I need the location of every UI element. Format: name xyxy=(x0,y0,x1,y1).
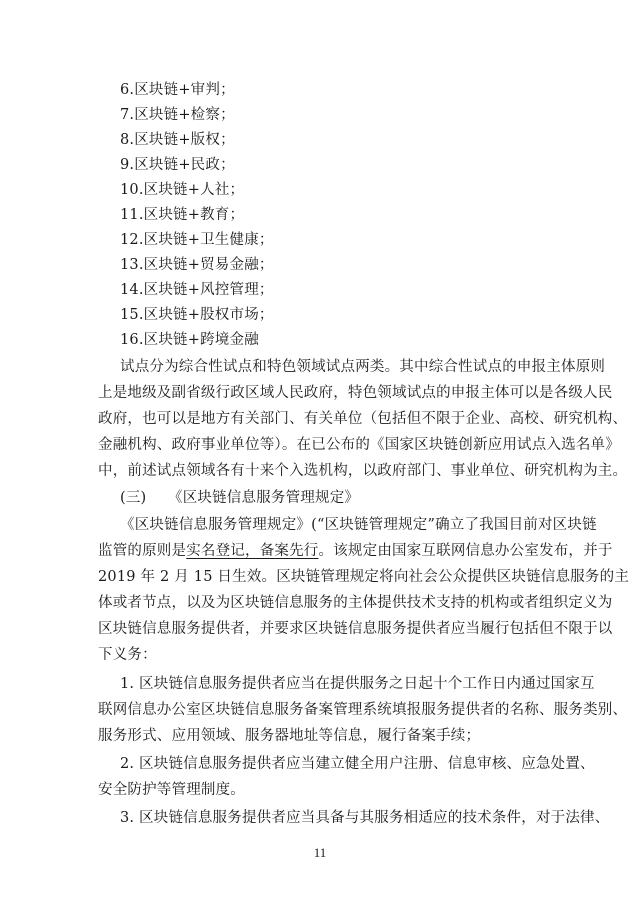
paragraph-line: 《区块链信息服务管理规定》(“区块链管理规定”确立了我国目前对区块链 xyxy=(120,517,597,533)
list-item: 7.区块链+检察； xyxy=(120,107,235,123)
obligation-line: 3. 区块链信息服务提供者应当具备与其服务相适应的技术条件，对于法律、 xyxy=(120,810,610,826)
list-item: 14.区块链+风控管理； xyxy=(120,282,274,298)
list-item: 16.区块链+跨境金融 xyxy=(120,332,259,348)
obligation-line: 安全防护等管理制度。 xyxy=(98,782,245,798)
paragraph-line: 中，前述试点领域各有十来个入选机构，以政府部门、事业单位、研究机构为主。 xyxy=(98,463,628,479)
list-item: 9.区块链+民政； xyxy=(120,157,235,173)
paragraph-line: 金融机构、政府事业单位等）。在已公布的《国家区块链创新应用试点入选名单》 xyxy=(98,437,620,453)
paragraph-line xyxy=(98,541,613,561)
paragraph-line: 区块链信息服务提供者，并要求区块链信息服务提供者应当履行包括但不限于以 xyxy=(98,621,613,637)
underlined-principle: 实名登记，备案先行 xyxy=(186,543,319,559)
section-title: 《区块链信息服务管理规定》 xyxy=(168,490,360,506)
list-item: 6.区块链+审判； xyxy=(120,82,235,98)
list-item: 13.区块链+贸易金融； xyxy=(120,257,274,273)
list-item: 11.区块链+教育； xyxy=(120,207,245,223)
obligation-line: 服务形式、应用领域、服务器地址等信息，履行备案手续； xyxy=(98,728,481,744)
list-item: 8.区块链+版权； xyxy=(120,132,235,148)
obligation-line: 1. 区块链信息服务提供者应当在提供服务之日起十个工作日内通过国家互 xyxy=(120,676,595,692)
list-item: 15.区块链+股权市场； xyxy=(120,307,274,323)
paragraph-line: 下义务： xyxy=(98,647,157,663)
obligation-line: 2. 区块链信息服务提供者应当建立健全用户注册、信息审核、应急处置、 xyxy=(120,756,595,772)
page-number: 11 xyxy=(313,845,327,860)
obligation-line: 联网信息办公室区块链信息服务备案管理系统填报服务提供者的名称、服务类别、 xyxy=(98,702,628,718)
paragraph-line: 上是地级及副省级行政区域人民政府，特色领域试点的申报主体可以是各级人民 xyxy=(98,385,613,401)
paragraph-line: 体或者节点，以及为区块链信息服务的主体提供技术支持的机构或者组织定义为 xyxy=(98,595,613,611)
section-heading xyxy=(120,488,359,508)
paragraph-line: 2019 年 2 月 15 日生效。区块链管理规定将向社会公众提供区块链信息服务的主 xyxy=(98,569,630,585)
paragraph-line: 政府，也可以是地方有关部门、有关单位（包括但不限于企业、高校、研究机构、 xyxy=(98,411,628,427)
list-item: 12.区块链+卫生健康； xyxy=(120,232,274,248)
section-number: (三) xyxy=(120,490,147,506)
text-run: 监管的原则是 xyxy=(98,543,187,559)
paragraph-line: 试点分为综合性试点和特色领域试点两类。其中综合性试点的申报主体原则 xyxy=(120,359,606,375)
text-run: 。该规定由国家互联网信息办公室发布，并于 xyxy=(318,543,613,559)
list-item: 10.区块链+人社； xyxy=(120,182,245,198)
